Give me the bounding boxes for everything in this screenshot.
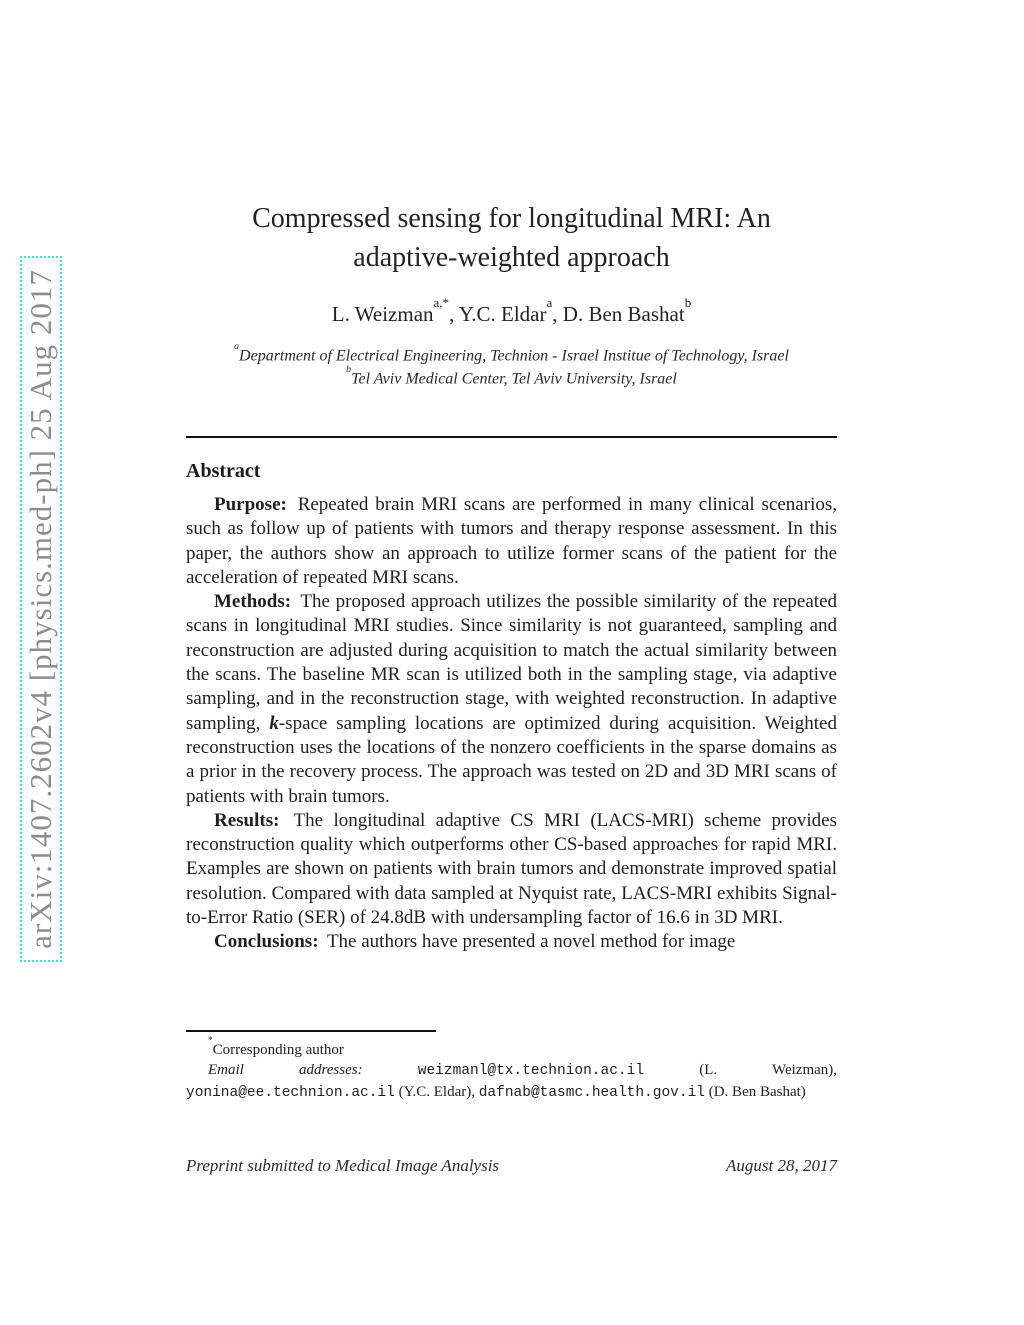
- authors-line: [186, 294, 837, 327]
- email-owner-bashat: (D. Ben Bashat): [708, 1083, 806, 1100]
- paragraph-label: Methods:: [214, 591, 292, 613]
- k-space-symbol: k: [269, 712, 279, 734]
- abstract-heading: Abstract: [186, 460, 261, 482]
- affiliation-text: Tel Aviv Medical Center, Tel Aviv University, Israel: [351, 370, 677, 388]
- title-line-2: adaptive-weighted approach: [353, 242, 670, 273]
- affiliation-text: Department of Electrical Engineering, Technion - Israel Institue of Technology, Israel: [239, 347, 789, 365]
- abstract-body: [186, 493, 837, 955]
- paragraph-label: Purpose:: [214, 494, 287, 515]
- submission-date: August 28, 2017: [726, 1156, 837, 1175]
- paragraph-text: -space sampling locations are optimized during acquisition. Weighted reconstruction uses the locations of the nonzero coefficients in the sparse domains as a prior in the recovery process. The approach was tested on 2D and 3D MRI scans of patients with brain tumors.: [186, 712, 837, 807]
- arxiv-stamp: [20, 256, 62, 962]
- author-name: Y.C. Eldar: [458, 302, 547, 326]
- author-separator: ,: [449, 302, 455, 326]
- email-bashat: dafnab@tasmc.health.gov.il: [478, 1084, 705, 1101]
- footnote: [186, 1036, 837, 1103]
- author-affiliation-mark: a,*: [433, 294, 450, 310]
- author-name: L. Weizman: [331, 302, 434, 326]
- affiliation-mark: b: [346, 364, 352, 376]
- email-owner-weizman: (L. Weizman),: [699, 1062, 838, 1079]
- paragraph-text: Repeated brain MRI scans are performed in many clinical scenarios, such as follow up of patients with tumors and therapy response assessment. In this paper, the authors show an approach to utilize former scans of the patient for the acceleration of repeated MRI scans.: [186, 494, 837, 588]
- footnote-divider-rule: [186, 1030, 436, 1032]
- author-name: D. Ben Bashat: [562, 302, 685, 326]
- email-addresses-label: Email addresses:: [208, 1062, 363, 1079]
- preprint-submission-note: Preprint submitted to Medical Image Analysis: [186, 1156, 500, 1175]
- email-addresses-note: [186, 1060, 837, 1103]
- abstract-paragraph-conclusions: [186, 930, 837, 954]
- abstract-divider-rule: [186, 436, 837, 438]
- paragraph-label: Results:: [214, 809, 280, 831]
- paragraph-text: The authors have presented a novel method for image: [326, 931, 736, 953]
- affiliation-a: [186, 342, 837, 365]
- page-footer: [186, 1156, 837, 1176]
- author-affiliation-mark: a: [546, 294, 553, 310]
- abstract-paragraph-results: [186, 809, 837, 930]
- email-eldar: yonina@ee.technion.ac.il: [186, 1084, 395, 1101]
- title-line-1: Compressed sensing for longitudinal MRI: An: [252, 203, 771, 234]
- affiliation-b: [186, 365, 837, 388]
- author-separator: ,: [552, 302, 558, 326]
- abstract-paragraph-purpose: [186, 493, 837, 590]
- email-owner-eldar: (Y.C. Eldar),: [398, 1083, 475, 1100]
- affiliations: [186, 342, 837, 389]
- paragraph-label: Conclusions:: [214, 931, 319, 953]
- paragraph-text: The proposed approach utilizes the possible similarity of the repeated scans in longitudinal MRI studies. Since similarity is not guaranteed, sampling and reconstruction are adjusted during acquisition to match the actual similarity between the scans. The baseline MR scan is utilized both in the sampling stage, via adaptive sampling, and in the reconstruction stage, with weighted reconstruction. In adaptive sampling,: [186, 591, 837, 734]
- arxiv-stamp-text: arXiv:1407.2602v4 [physics.med-ph] 25 Aug 2017: [23, 269, 58, 949]
- paragraph-text: The longitudinal adaptive CS MRI (LACS-MRI) scheme provides reconstruction quality which outperforms other CS-based approaches for rapid MRI. Examples are shown on patients with brain tumors and demonstrate improved spatial resolution. Compared with data sampled at Nyquist rate, LACS-MRI exhibits Signal-to-Error Ratio (SER) of 24.8dB with undersampling factor of 16.6 in 3D MRI.: [186, 809, 837, 929]
- corresponding-author-text: Corresponding author: [212, 1042, 344, 1058]
- abstract-paragraph-methods: [186, 590, 837, 809]
- corresponding-author-note: [186, 1036, 837, 1060]
- affiliation-mark: a: [234, 341, 240, 353]
- author-affiliation-mark: b: [684, 294, 692, 310]
- email-weizman: weizmanl@tx.technion.ac.il: [417, 1063, 645, 1080]
- paper-title: [186, 199, 837, 277]
- footnote-marker: *: [208, 1036, 213, 1047]
